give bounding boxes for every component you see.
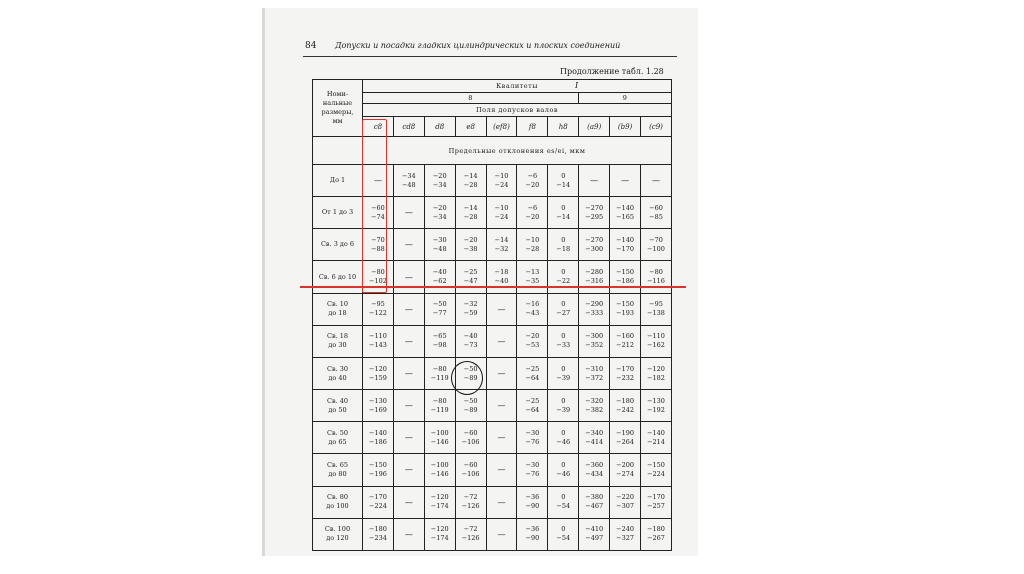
size-header-spacer bbox=[313, 137, 363, 165]
deviation-cell: −10 −24 bbox=[486, 197, 517, 229]
deviation-cell: — bbox=[486, 357, 517, 389]
deviation-cell: −220 −307 bbox=[610, 486, 641, 518]
deviation-cell: −110 −143 bbox=[363, 325, 394, 357]
deviation-cell: — bbox=[393, 518, 424, 550]
deviation-cell: −140 −214 bbox=[641, 422, 672, 454]
deviation-cell: −50 −77 bbox=[424, 293, 455, 325]
deviation-cell: 0 −39 bbox=[548, 357, 579, 389]
deviation-cell: −270 −295 bbox=[579, 197, 610, 229]
deviation-cell: −30 −76 bbox=[517, 454, 548, 486]
deviation-cell: — bbox=[393, 229, 424, 261]
deviation-cell: −180 −242 bbox=[610, 390, 641, 422]
deviation-cell: 0 −46 bbox=[548, 422, 579, 454]
deviation-cell: — bbox=[486, 390, 517, 422]
size-cell: Св. 6 до 10 bbox=[313, 261, 363, 293]
deviation-cell: −14 −28 bbox=[455, 165, 486, 197]
deviation-cell: −110 −162 bbox=[641, 325, 672, 357]
deviation-cell: −290 −333 bbox=[579, 293, 610, 325]
deviation-cell: — bbox=[641, 165, 672, 197]
field-header-8: (b9) bbox=[610, 117, 641, 137]
size-cell: Св. 100 до 120 bbox=[313, 518, 363, 550]
size-cell: От 1 до 3 bbox=[313, 197, 363, 229]
deviation-cell: −170 −232 bbox=[610, 357, 641, 389]
deviation-cell: −130 −169 bbox=[363, 390, 394, 422]
deviation-cell: −25 −47 bbox=[455, 261, 486, 293]
size-cell: Св. 80 до 100 bbox=[313, 486, 363, 518]
deviation-cell: −120 −182 bbox=[641, 357, 672, 389]
deviation-cell: — bbox=[610, 165, 641, 197]
deviation-cell: −14 −28 bbox=[455, 197, 486, 229]
deviation-cell: −60 −106 bbox=[455, 454, 486, 486]
fields-header: Поля допусков валов bbox=[363, 104, 672, 117]
deviation-cell: −25 −64 bbox=[517, 390, 548, 422]
deviation-cell: −70 −88 bbox=[363, 229, 394, 261]
deviation-cell: −30 −76 bbox=[517, 422, 548, 454]
deviation-cell: −140 −165 bbox=[610, 197, 641, 229]
deviation-cell: 0 −46 bbox=[548, 454, 579, 486]
deviation-header: Предельные отклонения es/ei, мкм bbox=[363, 137, 672, 165]
header-rule bbox=[303, 56, 677, 57]
deviation-cell: −20 −34 bbox=[424, 165, 455, 197]
deviation-cell: — bbox=[393, 293, 424, 325]
deviation-cell: −180 −267 bbox=[641, 518, 672, 550]
deviation-cell: −60 −74 bbox=[363, 197, 394, 229]
field-header-0: c8 bbox=[363, 117, 394, 137]
deviation-cell: 0 −27 bbox=[548, 293, 579, 325]
continuation-note: Продолжение табл. 1.28 bbox=[560, 67, 664, 76]
deviation-cell: −34 −48 bbox=[393, 165, 424, 197]
size-cell: Св. 40 до 50 bbox=[313, 390, 363, 422]
deviation-cell: −200 −274 bbox=[610, 454, 641, 486]
field-header-9: (c9) bbox=[641, 117, 672, 137]
deviation-cell: −6 −20 bbox=[517, 165, 548, 197]
deviation-cell: −95 −138 bbox=[641, 293, 672, 325]
deviation-cell: — bbox=[393, 422, 424, 454]
deviation-cell: — bbox=[393, 325, 424, 357]
table-row bbox=[313, 390, 672, 422]
deviation-cell: −13 −35 bbox=[517, 261, 548, 293]
page-number: 84 bbox=[305, 41, 317, 51]
deviation-cell: 0 −33 bbox=[548, 325, 579, 357]
deviation-cell: −140 −170 bbox=[610, 229, 641, 261]
deviation-cell: −80 −116 bbox=[641, 261, 672, 293]
field-header-5: f8 bbox=[517, 117, 548, 137]
deviation-cell: −20 −53 bbox=[517, 325, 548, 357]
deviation-cell: 0 −39 bbox=[548, 390, 579, 422]
deviation-cell: — bbox=[486, 325, 517, 357]
deviation-cell: 0 −18 bbox=[548, 229, 579, 261]
deviation-cell: −80 −119 bbox=[424, 357, 455, 389]
table-row bbox=[313, 486, 672, 518]
deviation-cell: −72 −126 bbox=[455, 518, 486, 550]
deviation-cell: −160 −212 bbox=[610, 325, 641, 357]
deviation-cell: −80 −102 bbox=[363, 261, 394, 293]
deviation-cell: −10 −24 bbox=[486, 165, 517, 197]
deviation-cell: −140 −186 bbox=[363, 422, 394, 454]
table-row bbox=[313, 293, 672, 325]
deviation-cell: — bbox=[486, 422, 517, 454]
deviation-cell: −50 −89 bbox=[455, 357, 486, 389]
deviation-cell: −150 −193 bbox=[610, 293, 641, 325]
deviation-cell: — bbox=[486, 486, 517, 518]
deviation-cell: −95 −122 bbox=[363, 293, 394, 325]
deviation-cell: −40 −62 bbox=[424, 261, 455, 293]
deviation-cell: −120 −174 bbox=[424, 518, 455, 550]
deviation-cell: −60 −85 bbox=[641, 197, 672, 229]
size-cell: Св. 30 до 40 bbox=[313, 357, 363, 389]
table-row bbox=[313, 422, 672, 454]
field-header-6: h8 bbox=[548, 117, 579, 137]
running-head bbox=[305, 41, 675, 51]
field-header-4: (ef8) bbox=[486, 117, 517, 137]
deviation-cell: −270 −300 bbox=[579, 229, 610, 261]
deviation-cell: −36 −90 bbox=[517, 486, 548, 518]
deviation-cell: −380 −467 bbox=[579, 486, 610, 518]
red-underline bbox=[300, 286, 686, 288]
deviation-cell: −320 −382 bbox=[579, 390, 610, 422]
deviation-cell: −60 −106 bbox=[455, 422, 486, 454]
deviation-cell: −100 −146 bbox=[424, 454, 455, 486]
red-highlight-box bbox=[362, 119, 387, 293]
deviation-cell: −30 −48 bbox=[424, 229, 455, 261]
deviation-cell: — bbox=[486, 518, 517, 550]
deviation-cell: −120 −174 bbox=[424, 486, 455, 518]
deviation-cell: — bbox=[363, 165, 394, 197]
field-header-3: e8 bbox=[455, 117, 486, 137]
deviation-cell: — bbox=[393, 486, 424, 518]
deviation-cell: −190 −264 bbox=[610, 422, 641, 454]
deviation-cell: — bbox=[486, 454, 517, 486]
deviation-cell: −360 −434 bbox=[579, 454, 610, 486]
qualities-header: Квалитеты bbox=[363, 80, 672, 93]
hand-drawn-circle bbox=[451, 361, 483, 395]
handwritten-mark: I bbox=[575, 81, 579, 90]
deviation-cell: −100 −146 bbox=[424, 422, 455, 454]
quality-9-header: 9 bbox=[579, 93, 672, 104]
deviation-cell: −20 −34 bbox=[424, 197, 455, 229]
deviation-cell: −50 −89 bbox=[455, 390, 486, 422]
deviation-cell: 0 −14 bbox=[548, 165, 579, 197]
deviation-cell: — bbox=[579, 165, 610, 197]
deviation-cell: — bbox=[393, 197, 424, 229]
deviation-cell: −340 −414 bbox=[579, 422, 610, 454]
deviation-cell: −70 −100 bbox=[641, 229, 672, 261]
deviation-cell: −130 −192 bbox=[641, 390, 672, 422]
deviation-cell: −25 −64 bbox=[517, 357, 548, 389]
size-cell: Св. 18 до 30 bbox=[313, 325, 363, 357]
size-cell: Св. 10 до 18 bbox=[313, 293, 363, 325]
size-cell: До 1 bbox=[313, 165, 363, 197]
table-row bbox=[313, 454, 672, 486]
size-cell: Св. 50 до 65 bbox=[313, 422, 363, 454]
deviation-cell: −65 −98 bbox=[424, 325, 455, 357]
deviation-cell: — bbox=[393, 390, 424, 422]
deviation-cell: −16 −43 bbox=[517, 293, 548, 325]
table-row bbox=[313, 357, 672, 389]
deviation-cell: −150 −186 bbox=[610, 261, 641, 293]
field-header-7: (a9) bbox=[579, 117, 610, 137]
deviation-cell: −32 −59 bbox=[455, 293, 486, 325]
deviation-cell: −170 −224 bbox=[363, 486, 394, 518]
deviation-cell: −6 −20 bbox=[517, 197, 548, 229]
table-row bbox=[313, 518, 672, 550]
deviation-cell: −300 −352 bbox=[579, 325, 610, 357]
deviation-cell: 0 −54 bbox=[548, 518, 579, 550]
field-header-2: d8 bbox=[424, 117, 455, 137]
table-row bbox=[313, 325, 672, 357]
field-header-1: cd8 bbox=[393, 117, 424, 137]
deviation-cell: 0 −54 bbox=[548, 486, 579, 518]
quality-8-header: 8 bbox=[363, 93, 579, 104]
deviation-cell: 0 −22 bbox=[548, 261, 579, 293]
deviation-cell: −36 −90 bbox=[517, 518, 548, 550]
deviation-cell: −280 −316 bbox=[579, 261, 610, 293]
deviation-cell: −10 −28 bbox=[517, 229, 548, 261]
deviation-cell: −80 −119 bbox=[424, 390, 455, 422]
deviation-cell: — bbox=[393, 454, 424, 486]
deviation-cell: −150 −196 bbox=[363, 454, 394, 486]
deviation-cell: −310 −372 bbox=[579, 357, 610, 389]
deviation-cell: −150 −224 bbox=[641, 454, 672, 486]
deviation-cell: −170 −257 bbox=[641, 486, 672, 518]
deviation-cell: −14 −32 bbox=[486, 229, 517, 261]
deviation-cell: −20 −38 bbox=[455, 229, 486, 261]
deviation-cell: — bbox=[486, 293, 517, 325]
deviation-cell: −40 −73 bbox=[455, 325, 486, 357]
deviation-cell: −120 −159 bbox=[363, 357, 394, 389]
deviation-cell: 0 −14 bbox=[548, 197, 579, 229]
size-cell: Св. 3 до 6 bbox=[313, 229, 363, 261]
running-title: Допуски и посадки гладких цилиндрических и плоских соединений bbox=[335, 41, 621, 50]
size-cell: Св. 65 до 80 bbox=[313, 454, 363, 486]
deviation-cell: — bbox=[393, 357, 424, 389]
deviation-cell: −18 −40 bbox=[486, 261, 517, 293]
deviation-cell: −240 −327 bbox=[610, 518, 641, 550]
deviation-cell: — bbox=[393, 261, 424, 293]
size-column-header: Номи- нальные размеры, мм bbox=[313, 80, 363, 137]
deviation-cell: −72 −126 bbox=[455, 486, 486, 518]
deviation-cell: −410 −497 bbox=[579, 518, 610, 550]
deviation-cell: −180 −234 bbox=[363, 518, 394, 550]
